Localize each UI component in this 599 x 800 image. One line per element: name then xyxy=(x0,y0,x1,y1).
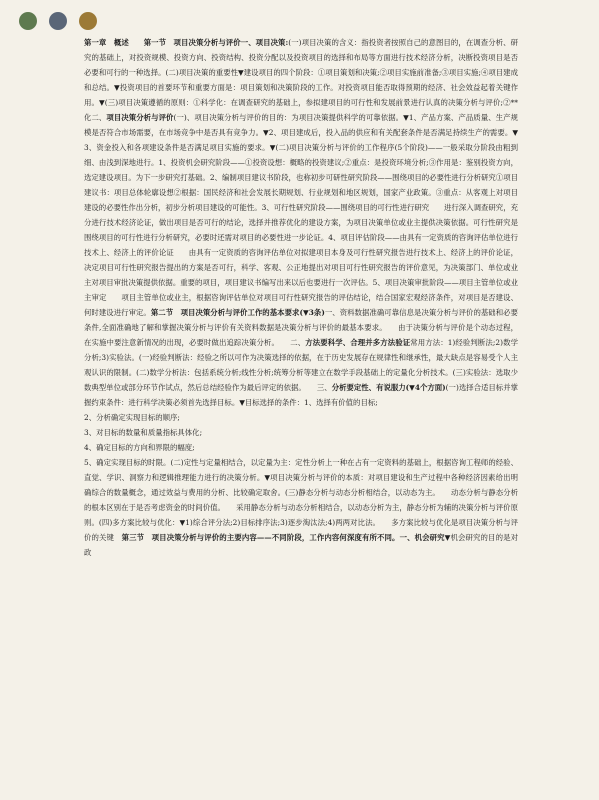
chapter-heading: 第一章 概述 第一节 项目决策分析与评价一、项目决策: xyxy=(84,38,289,47)
text-run: (一)项目决策的含义：指投资者按照自己的意图目的，在调查分析、研究的基础上，对投资规模、投资方向、投资结构、投资分配以及投资项目的选择和布局等方面进行技术经济分析，决断投资项目是否必要和可行的一种选择。(二)项目决策的重要性▼建设项目的四个阶段：①项目策划和决策;②项目实施前准备;③项目实施;④项目建成和总结。▼投资项目的首要环节和重要方面是：项目策划和决策阶段的工作。对投资项目能否取得预期的经济、社会效益起着关键作用。▼(三)项目决策遵循的原则：①科学化：在调查研究的基础上，参拟建项目的可行性和发展前景进行认真的决策分析与评价;②**化二、 xyxy=(84,38,518,122)
paragraph-1 xyxy=(84,35,518,410)
text-run: (一)选择合适目标并掌握约束条件：进行科学决策必须首先选择目标。▼目标选择的条件：1、选择有价值的目标; xyxy=(84,383,518,407)
text-run: 常用方法：1)经验判断法;2)数学分析;3)实验法。(一)经验判断法：经验之所以可作为决策选择的依据，在于历史发展存在规律性和继承性，最大缺点是容易受个人主观认识的限制。(二)数学分析法：包括系统分析;线性分析;统筹分析等建立在数学手段基础上的定量化分析技术。(三)实验法：选取少数典型单位或部分环节作试点，然后总结经验作为最后评定的依据。 三、 xyxy=(84,338,518,392)
minimize-button[interactable] xyxy=(49,12,67,30)
section-heading: 方法要科学、合理并多方法验证 xyxy=(305,338,411,347)
section-heading: 分析要定性、有说服力(▼4个方面) xyxy=(331,383,446,392)
section-heading: 第三节 项目决策分析与评价的主要内容——不同阶段，工作内容何深度有所不同。 xyxy=(121,533,400,542)
section-heading: 项目决策分析与评价 xyxy=(106,113,174,122)
window-controls xyxy=(19,12,97,30)
close-button[interactable] xyxy=(19,12,37,30)
section-heading: 一、机会研究 xyxy=(399,533,445,542)
text-run: (一)、项目决策分析与评价的目的：为项目决策提供科学的可靠依据。▼1、产品方案、产品质量、生产规模是否符合市场需要，在市场竞争中是否具有竞争力。▼2、项目建成后，投入品的供应和有关配套条件是否满足持续生产的需要。▼3、资金投入和各项建设条件是否满足项目实施的要求。▼(二)项目决策分析与评价的工作程序(5个阶段)——一般采取分阶段由粗到细、由浅到深地进行。1、投资机会研究阶段——①投资设想：概略的投资建议;②重点：是投资环境分析;③作用是：鉴别投资方向，选定建设项目。为下一步研究打基础。2、编制项目建议书阶段，也称初步可研性研究阶段——围绕项目的必要性进行分析研究①项目建议书：项目总体轮廓设想②根据：国民经济和社会发展长期规划、行业规划和地区规划，国家产业政策。③重点：从客观上对项目建设的必要性作出分析，初步分析项目建设的可能性。3、可行性研究阶段——围绕项目的可行性进行研究 进行深入调查研究，充分进行技术经济论证，做出项目是否可行的结论，选择并推荐优化的建设方案，为项目决策单位或业主提供决策依据。可行性研究是围绕项目的可行性进行分析研究，必要时还需对项目的必要性进一步论证。4、项目评估阶段——由具有一定资质的咨询评估单位进行技术上、经济上的评价论证 由具有一定资质的咨询评估单位对拟建项目本身及可行性研究报告进行技术上、经济上的评价论证，决定项目可行性研究报告提出的方案是否可行，科学、客观、公正地提出对项目可行性研究报告的评价意见，为决策部门、单位或业主对项目审批决策提供依据。重要的项目，项目建议书编写出来以后也要进行一次评估。5、项目决策审批阶段——项目主管单位或业主审定 项目主管单位或业主，根据咨询评估单位对项目可行性研究报告的评估结论，结合国家宏观经济条件，对项目是否建设、何时建设进行审定。 xyxy=(84,113,518,317)
zoom-button[interactable] xyxy=(79,12,97,30)
document-body xyxy=(84,35,518,560)
text-run: 5、确定实现目标的时限。(二)定性与定量相结合，以定量为主：定性分析上一种在占有一定资料的基础上，根据咨询工程师的经验、直觉、学识、洞察力和逻辑推理能力进行的决策分析。▼项目决策分析与评价的本质：对项目建设和生产过程中各种经济因素给出明确综合的数量概念，通过效益与费用的分析、比较确定取舍。(三)静态分析与动态分析相结合，以动态为主。 动态分析与静态分析的根本区别在于是否考虑资金的时间价值。 采用静态分析与动态分析相结合，以动态分析为主，静态分析为辅的决策分析与评价原则。(四)多方案比较与优化：▼1)综合评分法;2)目标排序法;3)逐步淘汰法;4)两两对比法。 多方案比较与优化是项目决策分析与评价的关键 xyxy=(84,458,518,542)
section-heading: 第二节 项目决策分析与评价工作的基本要求(▼3条) xyxy=(150,308,325,317)
list-item: 4、确定目标的方向和界限的幅度; xyxy=(84,443,195,452)
text-run: ▼机会研究的目的是对政 xyxy=(84,533,518,557)
list-item: 2、分析确定实现目标的顺序; xyxy=(84,413,180,422)
list-item: 3、对目标的数量和质量指标具体化; xyxy=(84,428,203,437)
paragraph-5 xyxy=(84,455,518,560)
text-run: 一、资料数据准确可靠信息是决策分析与评价的基础和必要条件,全面准确地了解和掌握决策分析与评价有关资料数据是决策分析与评价的最基本要求。 由于决策分析与评价是个动态过程，在实施中要注意新情况的出现，必要时做出追踪决策分析。 二、 xyxy=(84,308,518,347)
